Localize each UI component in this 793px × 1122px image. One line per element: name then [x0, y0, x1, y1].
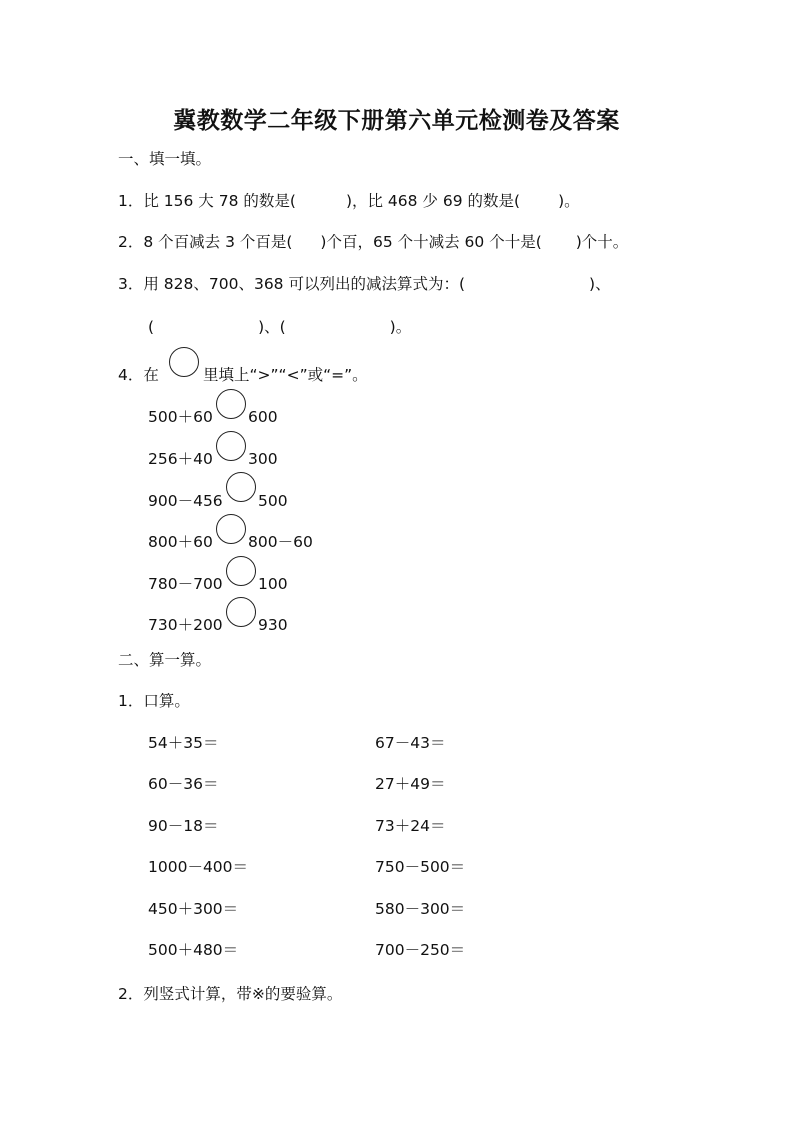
compare-left-1: 500＋60 [148, 408, 213, 426]
oral-left-5: 450＋300＝ [148, 900, 239, 918]
q1-part-b: )，比 468 少 69 的数是( [345, 192, 521, 210]
q1-part-a: 1．比 156 大 78 的数是( [118, 192, 296, 210]
compare-circle-5[interactable] [226, 556, 256, 586]
compare-circle-4[interactable] [216, 514, 246, 544]
compare-circle-icon [169, 347, 199, 377]
q3-part-b: )、 [589, 275, 611, 293]
compare-left-6: 730＋200 [148, 616, 223, 634]
question-4-suffix: 里填上“>”“<”或“=”。 [203, 366, 368, 384]
compare-right-5: 100 [258, 575, 288, 593]
compare-circle-3[interactable] [226, 472, 256, 502]
question-1 [118, 190, 580, 212]
compare-right-2: 300 [248, 450, 278, 468]
oral-left-4: 1000－400＝ [148, 858, 249, 876]
oral-left-2: 60－36＝ [148, 775, 219, 793]
question-4-prefix: 4．在 [118, 366, 159, 384]
vertical-calc-label: 2．列竖式计算，带※的要验算。 [118, 985, 343, 1003]
oral-left-6: 500＋480＝ [148, 941, 239, 959]
compare-right-4: 800－60 [248, 533, 313, 551]
q2-part-a: 2．8 个百减去 3 个百是( [118, 233, 293, 251]
compare-left-2: 256＋40 [148, 450, 213, 468]
compare-circle-6[interactable] [226, 597, 256, 627]
q2-part-c: )个十。 [575, 233, 629, 251]
compare-circle-1[interactable] [216, 389, 246, 419]
compare-left-3: 900－456 [148, 492, 223, 510]
q1-part-c: )。 [558, 192, 580, 210]
oral-right-4: 750－500＝ [375, 858, 466, 876]
compare-right-1: 600 [248, 408, 278, 426]
oral-right-3: 73＋24＝ [375, 817, 446, 835]
oral-left-3: 90－18＝ [148, 817, 219, 835]
section-1-heading: 一、填一填。 [118, 150, 212, 168]
q3-part-c: ( [148, 318, 155, 336]
question-3-line-2 [148, 316, 411, 338]
compare-right-3: 500 [258, 492, 288, 510]
oral-right-5: 580－300＝ [375, 900, 466, 918]
question-3-line-1 [118, 273, 611, 295]
compare-left-5: 780－700 [148, 575, 223, 593]
q3-part-d: )、( [258, 318, 286, 336]
q2-part-b: )个百，65 个十减去 60 个十是( [320, 233, 542, 251]
section-2-heading: 二、算一算。 [118, 651, 212, 669]
oral-left-1: 54＋35＝ [148, 734, 219, 752]
compare-left-4: 800＋60 [148, 533, 213, 551]
q3-part-e: )。 [389, 318, 412, 336]
compare-circle-2[interactable] [216, 431, 246, 461]
question-2 [118, 231, 628, 253]
compare-right-6: 930 [258, 616, 288, 634]
q3-part-a: 3．用 828、700、368 可以列出的减法算式为：( [118, 275, 466, 293]
page-title: 冀教数学二年级下册第六单元检测卷及答案 [173, 108, 620, 134]
oral-calc-label: 1．口算。 [118, 692, 190, 710]
oral-right-2: 27＋49＝ [375, 775, 446, 793]
oral-right-6: 700－250＝ [375, 941, 466, 959]
oral-right-1: 67－43＝ [375, 734, 446, 752]
